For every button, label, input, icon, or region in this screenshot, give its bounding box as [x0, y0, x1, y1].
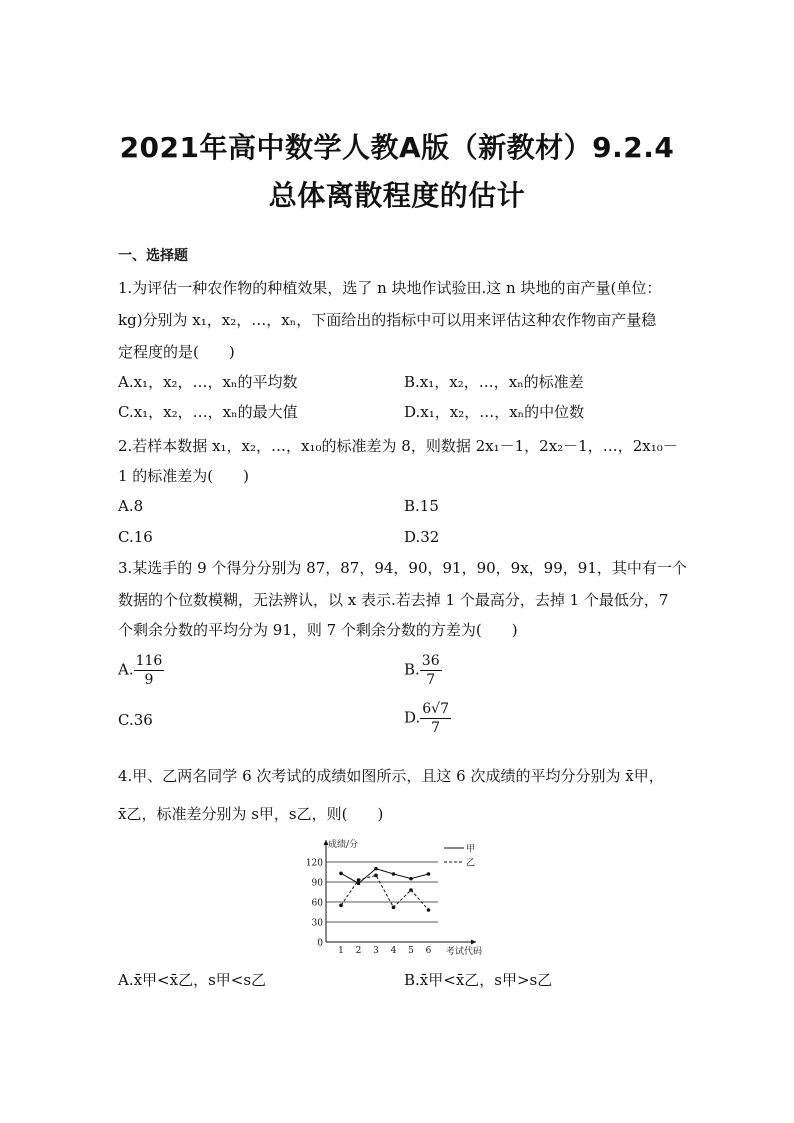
q3-option-d	[404, 700, 451, 737]
q3-option-b	[404, 652, 442, 689]
x-tick-label-3: 4	[390, 946, 397, 956]
q3-line2: 数据的个位数模糊，无法辨认，以 x 表示.若去掉 1 个最高分，去掉 1 个最低分，7	[118, 591, 669, 609]
q3-option-a-denominator: 9	[144, 672, 154, 688]
series-0-point-2	[374, 867, 378, 871]
q3-option-a	[118, 652, 164, 689]
q1-line2: kg)分别为 x₁，x₂，…，xₙ，下面给出的指标中可以用来评估这种农作物亩产量稳	[118, 311, 657, 329]
x-axis-arrow	[471, 940, 476, 945]
q1-option-b: B.x₁，x₂，…，xₙ的标准差	[404, 373, 584, 391]
q3-line3: 个剩余分数的平均分为 91，则 7 个剩余分数的方差为( )	[118, 621, 518, 639]
q3-option-b-numerator: 36	[421, 653, 440, 669]
q4-line1: 4.甲、乙两名同学 6 次考试的成绩如图所示，且这 6 次成绩的平均分分别为 x̄甲，	[118, 767, 664, 785]
series-1-point-1	[357, 878, 361, 882]
x-axis-label: 考试代码	[446, 947, 483, 956]
series-1-point-2	[374, 874, 378, 878]
x-tick-label-5: 6	[425, 946, 432, 956]
q4-option-a: A.x̄甲<x̄乙，s甲<s乙	[118, 971, 267, 989]
series-1-point-3	[392, 906, 396, 910]
series-line-0	[341, 869, 429, 884]
series-0-point-5	[427, 872, 431, 876]
q3-option-b-prefix: B.	[404, 660, 420, 679]
q4-option-b: B.x̄甲<x̄乙，s甲>s乙	[404, 971, 553, 989]
series-1-point-5	[427, 908, 431, 912]
q1-line3: 定程度的是( )	[118, 343, 235, 361]
legend-label-0: 甲	[466, 844, 476, 855]
q3-option-a-fraction	[134, 652, 165, 689]
q3-option-a-numerator: 116	[135, 653, 163, 669]
q3-line1: 3.某选手的 9 个得分分别为 87，87，94，90，91，90，9x，99，91，其中有一个	[118, 559, 687, 577]
q3-option-b-denominator: 7	[426, 672, 436, 688]
x-tick-label-1: 2	[355, 946, 362, 956]
q2-option-a: A.8	[118, 497, 144, 515]
score-chart-svg	[300, 834, 500, 956]
series-0-point-3	[392, 872, 396, 876]
section-heading: 一、选择题	[118, 248, 188, 264]
page-title-line2: 总体离散程度的估计	[268, 179, 526, 212]
q2-option-b: B.15	[404, 497, 439, 515]
q1-option-a: A.x₁，x₂，…，xₙ的平均数	[118, 373, 298, 391]
q2-line1: 2.若样本数据 x₁，x₂，…，x₁₀的标准差为 8，则数据 2x₁－1，2x₂－1，…，2x₁₀－	[118, 437, 678, 455]
q3-option-c: C.36	[118, 711, 153, 729]
page-title-line1: 2021年高中数学人教A版（新教材）9.2.4	[119, 131, 675, 164]
y-tick-label-3: 90	[311, 878, 323, 889]
q3-option-b-fraction	[420, 652, 442, 689]
score-chart	[300, 834, 500, 956]
q1-option-c: C.x₁，x₂，…，xₙ的最大值	[118, 403, 298, 421]
q2-option-c: C.16	[118, 528, 153, 546]
series-1-point-0	[339, 904, 343, 908]
q3-option-d-denominator: 7	[431, 720, 441, 736]
series-0-point-0	[339, 872, 343, 876]
q1-option-d: D.x₁，x₂，…，xₙ的中位数	[404, 403, 585, 421]
y-tick-label-0: 0	[317, 938, 323, 949]
legend-label-1: 乙	[466, 858, 476, 869]
y-axis-label: 成绩/分	[328, 840, 359, 850]
x-tick-label-0: 1	[338, 946, 344, 956]
q2-line2: 1 的标准差为( )	[118, 467, 250, 485]
q3-option-d-prefix: D.	[404, 708, 421, 727]
x-tick-label-2: 3	[373, 946, 379, 956]
series-0-point-1	[357, 882, 361, 886]
q2-option-d: D.32	[404, 528, 440, 546]
q3-option-a-prefix: A.	[118, 660, 134, 679]
x-tick-label-4: 5	[408, 946, 414, 956]
q1-line1: 1.为评估一种农作物的种植效果，选了 n 块地作试验田.这 n 块地的亩产量(单位：	[118, 279, 662, 297]
series-1-point-4	[409, 888, 413, 892]
series-0-point-4	[409, 877, 413, 881]
q3-option-d-fraction	[420, 700, 451, 737]
q4-line2: x̄乙，标准差分别为 s甲，s乙，则( )	[118, 805, 384, 823]
y-tick-label-2: 60	[311, 898, 323, 909]
q3-option-d-numerator: 6√7	[422, 701, 450, 717]
y-tick-label-1: 30	[311, 918, 323, 929]
y-tick-label-4: 120	[305, 858, 323, 869]
